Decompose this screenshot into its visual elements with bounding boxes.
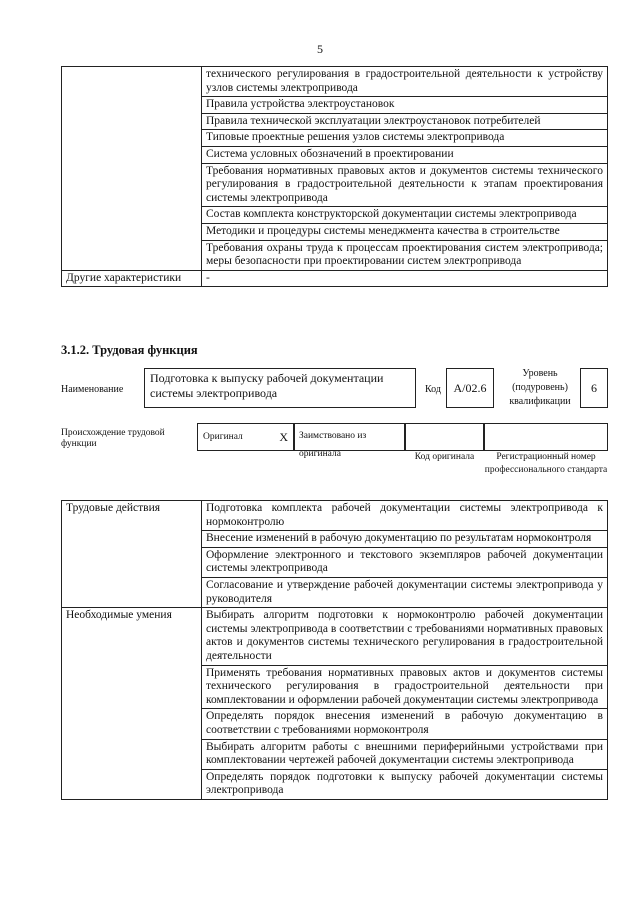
table-row <box>62 608 608 665</box>
table-cell: Оформление электронного и текстового экземпляров рабочей документации системы электропривода <box>202 547 608 577</box>
original-label: Оригинал <box>203 431 243 442</box>
table-cell: Система условных обозначений в проектировании <box>202 146 608 163</box>
table-cell: Типовые проектные решения узлов системы электропривода <box>202 130 608 147</box>
other-characteristics-value: - <box>202 270 608 287</box>
table-cell: Методики и процедуры системы менеджмента качества в строительстве <box>202 223 608 240</box>
name-label: Наименование <box>61 384 124 395</box>
table-row <box>62 501 608 531</box>
registration-number-box <box>484 423 608 451</box>
table-cell: Выбирать алгоритм работы с внешними периферийными устройствами при комплектовании чертежей рабочей документации системы электропривода <box>202 739 608 769</box>
original-code-box <box>405 423 484 451</box>
knowledge-table <box>61 66 608 287</box>
required-skills-label: Необходимые умения <box>62 608 202 800</box>
table-cell: Правила устройства электроустановок <box>202 97 608 114</box>
borrowed-label: Заимствовано из оригинала <box>299 431 367 459</box>
original-mark: X <box>279 429 288 444</box>
table-label-cell <box>62 67 202 271</box>
qualification-level-label: Уровень (подуровень) квалификации <box>509 368 571 407</box>
function-name-value: Подготовка к выпуску рабочей документации системы электропривода <box>150 371 384 400</box>
table-cell: Согласование и утверждение рабочей документации системы электропривода у руководителя <box>202 577 608 607</box>
origin-label: Происхождение трудовой функции <box>61 428 165 449</box>
table-cell: Требования охраны труда к процессам проектирования систем электропривода; меры безопасности при проектировании систем электропривода <box>202 240 608 270</box>
table-cell: Правила технической эксплуатации электроустановок потребителей <box>202 113 608 130</box>
labor-actions-label: Трудовые действия <box>62 501 202 608</box>
original-code-caption: Код оригинала <box>414 452 475 462</box>
function-details-table <box>61 500 608 800</box>
original-box <box>197 423 294 451</box>
table-cell: Требования нормативных правовых актов и документов системы технического регулирования в градостроительной деятельности к этапам проектирования системы электропривода <box>202 163 608 207</box>
table-cell: Определять порядок подготовки к выпуску рабочей документации системы электропривода <box>202 769 608 799</box>
table-cell: Состав комплекта конструкторской документации системы электропривода <box>202 207 608 224</box>
table-row <box>62 67 608 97</box>
borrowed-box <box>294 423 405 459</box>
registration-number-caption: Регистрационный номер профессионального стандарта <box>484 452 608 475</box>
function-code-box <box>446 368 494 408</box>
table-cell: Подготовка комплекта рабочей документации системы электропривода к нормоконтролю <box>202 501 608 531</box>
section-heading: 3.1.2. Трудовая функция <box>61 343 198 357</box>
table-cell: Определять порядок внесения изменений в рабочую документацию в соответствии с требованиями нормоконтроля <box>202 709 608 739</box>
other-characteristics-label: Другие характеристики <box>62 270 202 287</box>
function-code-value: А/02.6 <box>453 380 487 395</box>
qualification-level-box <box>580 368 608 408</box>
code-label: Код <box>425 384 441 395</box>
page-number: 5 <box>317 42 323 56</box>
qualification-level-value: 6 <box>591 380 597 395</box>
table-cell: Внесение изменений в рабочую документацию по результатам нормоконтроля <box>202 531 608 548</box>
table-row <box>62 270 608 287</box>
function-name-box <box>144 368 416 408</box>
table-cell: Выбирать алгоритм подготовки к нормоконтролю рабочей документации системы электропривода в соответствии с требованиями нормативных правовых актов и документов системы технического регулирования в градостроительной деятельности <box>202 608 608 665</box>
table-cell: Применять требования нормативных правовых актов и документов системы технического регулирования в градостроительной деятельности при комплектовании и оформлении рабочей документации системы электропривода <box>202 665 608 709</box>
table-cell: технического регулирования в градостроительной деятельности к устройству узлов системы электропривода <box>202 67 608 97</box>
